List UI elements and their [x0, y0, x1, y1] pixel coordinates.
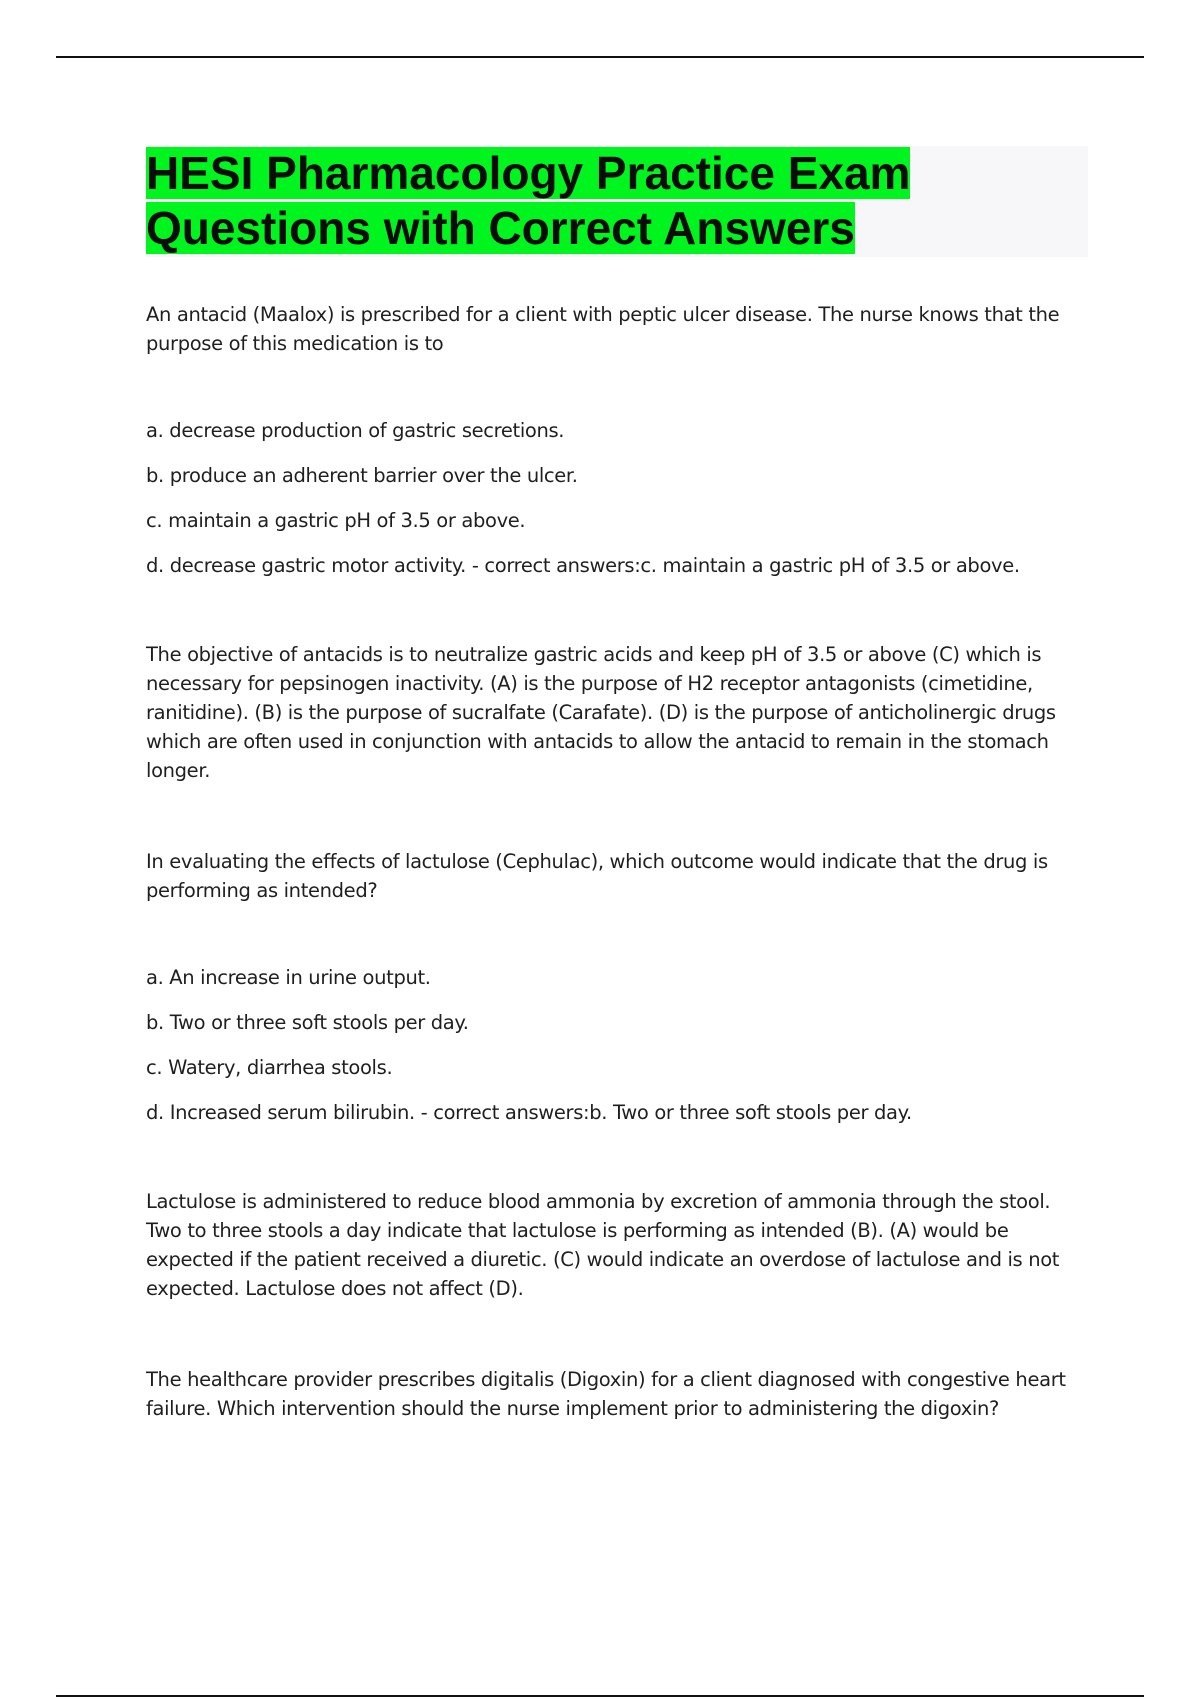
question-stem-2: In evaluating the effects of lactulose (Cephulac), which outcome would indicate that the drug is performing as intended? — [146, 850, 1048, 902]
title-line-2: Questions with Correct Answers — [146, 202, 855, 254]
question-1-option-d-answer: d. decrease gastric motor activity. - correct answers:c. maintain a gastric pH of 3.5 or above. — [146, 554, 1020, 577]
question-1-option-b: b. produce an adherent barrier over the ulcer. — [146, 464, 578, 487]
question-2-option-d-answer: d. Increased serum bilirubin. - correct answers:b. Two or three soft stools per day. — [146, 1101, 912, 1124]
title-block — [146, 146, 1088, 257]
question-2-option-b: b. Two or three soft stools per day. — [146, 1011, 469, 1034]
question-stem-1: An antacid (Maalox) is prescribed for a client with peptic ulcer disease. The nurse knows that the purpose of this medication is to — [146, 303, 1060, 355]
bottom-rule — [56, 1695, 1144, 1697]
question-2-rationale: Lactulose is administered to reduce blood ammonia by excretion of ammonia through the stool. Two to three stools a day indicate that lactulose is performing as intended (B). (A) would be expected if the patient received a diuretic. (C) would indicate an overdose of lactulose and is not expected. Lactulose does not affect (D). — [146, 1190, 1060, 1300]
question-1-rationale: The objective of antacids is to neutralize gastric acids and keep pH of 3.5 or above (C) which is necessary for pepsinogen inactivity. (A) is the purpose of H2 receptor antagonists (cimetidine, ranitidine). (B) is the purpose of sucralfate (Carafate). (D) is the purpose of anticholinergic drugs which are often used in conjunction with antacids to allow the antacid to remain in the stomach longer. — [146, 643, 1056, 782]
document-title — [146, 146, 1088, 256]
title-line-1: HESI Pharmacology Practice Exam — [146, 147, 911, 199]
question-1-option-c: c. maintain a gastric pH of 3.5 or above. — [146, 509, 526, 532]
top-rule — [56, 56, 1144, 58]
question-2-option-c: c. Watery, diarrhea stools. — [146, 1056, 393, 1079]
question-stem-3: The healthcare provider prescribes digitalis (Digoxin) for a client diagnosed with congestive heart failure. Which intervention should the nurse implement prior to administering the digoxin? — [146, 1368, 1066, 1420]
question-2-option-a: a. An increase in urine output. — [146, 966, 431, 989]
question-1-option-a: a. decrease production of gastric secretions. — [146, 419, 565, 442]
document-body — [146, 300, 1088, 1481]
